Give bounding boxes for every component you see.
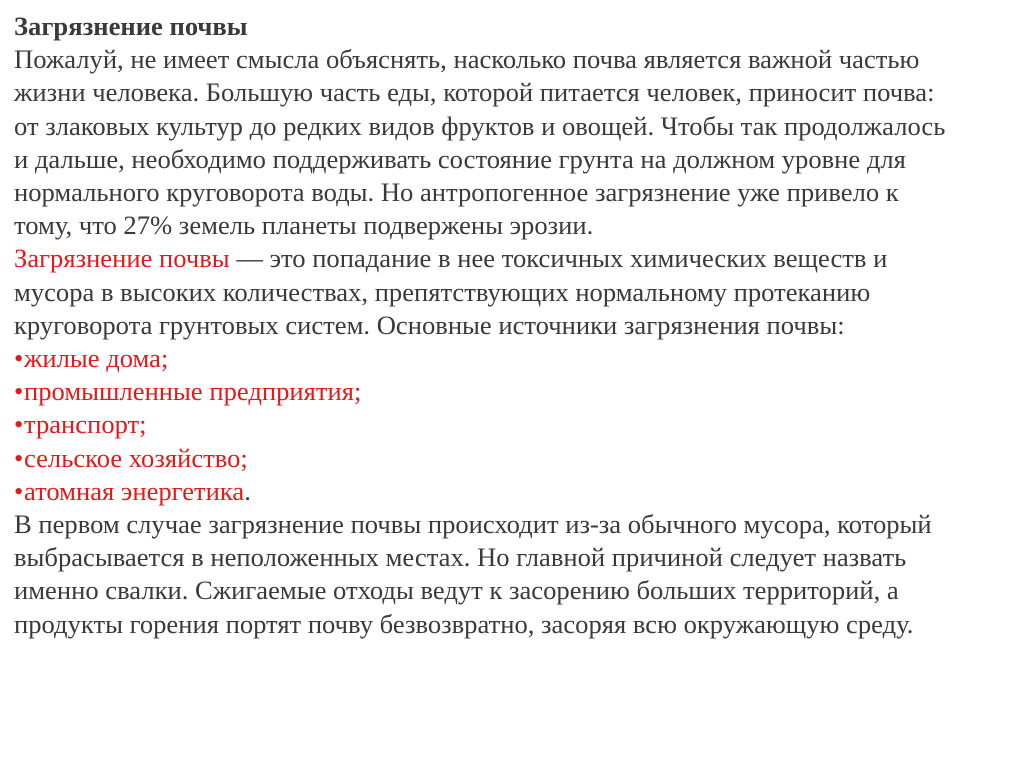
list-item-text: атомная энергетика	[24, 475, 245, 506]
definition-paragraph	[14, 242, 1010, 342]
conclusion-paragraph	[14, 508, 1010, 641]
conclusion-line: именно свалки. Сжигаемые отходы ведут к засорению больших территорий, а	[14, 575, 899, 606]
bullet-icon: •	[14, 442, 24, 473]
list-item	[14, 342, 1010, 375]
list-item	[14, 475, 1010, 508]
list-item-tail: .	[244, 475, 251, 506]
list-item	[14, 375, 1010, 408]
intro-line: жизни человека. Большую часть еды, которой питается человек, приносит почва:	[14, 77, 935, 108]
bullet-icon: •	[14, 343, 24, 374]
bullet-icon: •	[14, 409, 24, 440]
conclusion-line: выбрасывается в неположенных местах. Но главной причиной следует назвать	[14, 542, 907, 573]
definition-line: мусора в высоких количествах, препятствующих нормальному протеканию	[14, 276, 871, 307]
definition-first-line	[14, 242, 1010, 275]
list-item-text: промышленные предприятия;	[24, 376, 362, 407]
slide-title: Загрязнение почвы	[14, 11, 248, 41]
list-item	[14, 408, 1010, 441]
list-item-text: транспорт;	[24, 409, 147, 440]
intro-line: от злаковых культур до редких видов фруктов и овощей. Чтобы так продолжалось	[14, 110, 946, 141]
list-item-text: жилые дома;	[24, 343, 169, 374]
conclusion-line: продукты горения портят почву безвозвратно, засоряя всю окружающую среду.	[14, 608, 914, 639]
intro-line: и дальше, необходимо поддерживать состояние грунта на должном уровне для	[14, 143, 906, 174]
sources-list	[14, 342, 1010, 508]
bullet-icon: •	[14, 376, 24, 407]
intro-line: нормального круговорота воды. Но антропогенное загрязнение уже привело к	[14, 177, 899, 208]
list-item-text: сельское хозяйство;	[24, 442, 248, 473]
list-item	[14, 442, 1010, 475]
intro-paragraph	[14, 43, 1010, 242]
bullet-icon: •	[14, 475, 24, 506]
intro-line: тому, что 27% земель планеты подвержены эрозии.	[14, 210, 594, 241]
intro-line: Пожалуй, не имеет смысла объяснять, насколько почва является важной частью	[14, 44, 920, 75]
conclusion-line: В первом случае загрязнение почвы происходит из-за обычного мусора, который	[14, 509, 932, 540]
definition-line: круговорота грунтовых систем. Основные источники загрязнения почвы:	[14, 309, 845, 340]
definition-term: Загрязнение почвы	[14, 243, 230, 274]
definition-text: — это попадание в нее токсичных химических веществ и	[229, 243, 888, 274]
